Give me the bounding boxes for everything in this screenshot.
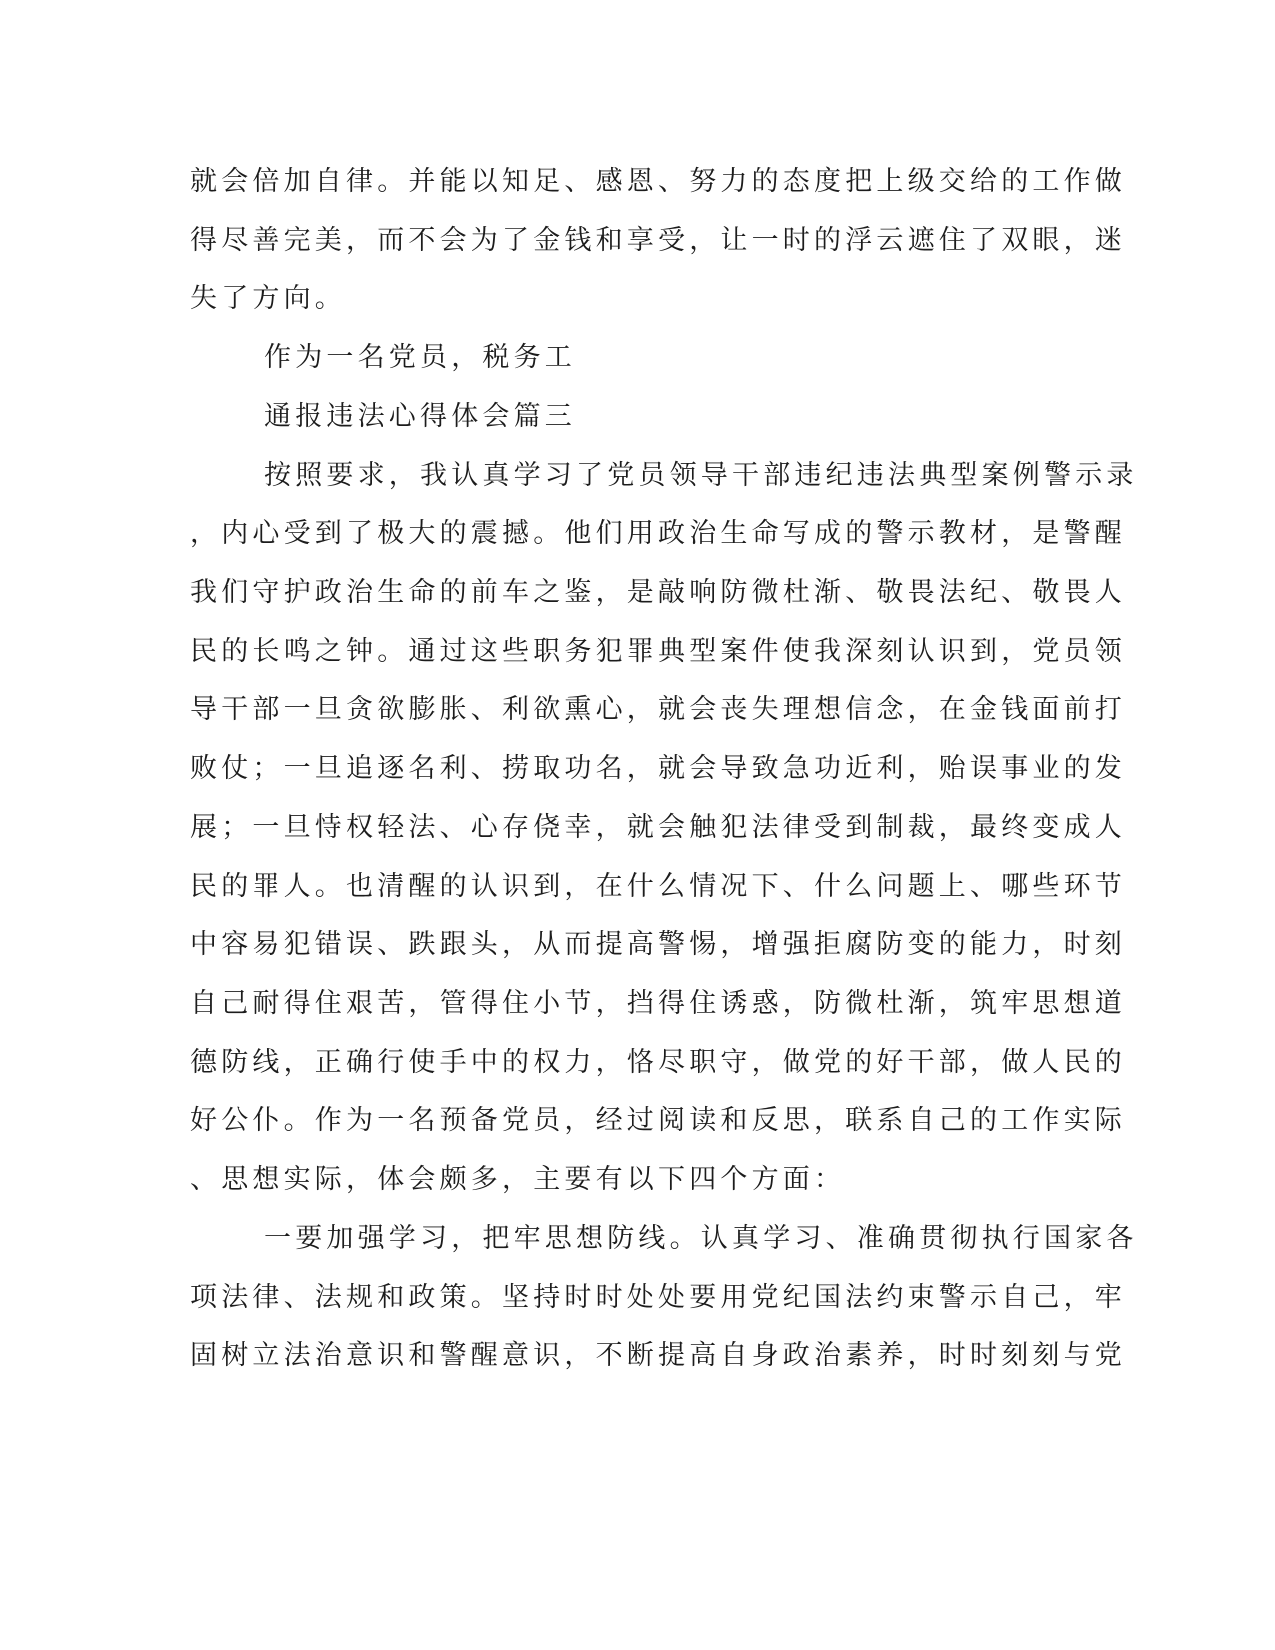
text-line: 一要加强学习，把牢思想防线。认真学习、准确贯彻执行国家各 <box>264 1223 1138 1254</box>
text-line: 德防线，正确行使手中的权力，恪尽职守，做党的好干部，做人民的 <box>190 1047 1126 1078</box>
text-line: 自己耐得住艰苦，管得住小节，挡得住诱惑，防微杜渐，筑牢思想道 <box>190 988 1126 1019</box>
text-line: 好公仆。作为一名预备党员，经过阅读和反思，联系自己的工作实际 <box>190 1105 1126 1136</box>
text-line: 民的罪人。也清醒的认识到，在什么情况下、什么问题上、哪些环节 <box>190 871 1126 902</box>
text-line: 展；一旦恃权轻法、心存侥幸，就会触犯法律受到制裁，最终变成人 <box>190 812 1126 843</box>
text-line: 固树立法治意识和警醒意识，不断提高自身政治素养，时时刻刻与党 <box>190 1340 1126 1371</box>
text-line: 中容易犯错误、跌跟头，从而提高警惕，增强拒腐防变的能力，时刻 <box>190 929 1126 960</box>
text-line: 作为一名党员，税务工 <box>264 342 576 373</box>
text-line: 、思想实际，体会颇多，主要有以下四个方面： <box>190 1164 846 1195</box>
text-line: 按照要求，我认真学习了党员领导干部违纪违法典型案例警示录 <box>264 460 1138 491</box>
text-line: 民的长鸣之钟。通过这些职务犯罪典型案件使我深刻认识到，党员领 <box>190 636 1126 667</box>
text-line: 导干部一旦贪欲膨胀、利欲熏心，就会丧失理想信念，在金钱面前打 <box>190 694 1126 725</box>
text-line: 就会倍加自律。并能以知足、感恩、努力的态度把上级交给的工作做 <box>190 166 1126 197</box>
section-heading: 通报违法心得体会篇三 <box>264 401 576 432</box>
text-line: 失了方向。 <box>190 283 346 314</box>
text-line: 得尽善完美，而不会为了金钱和享受，让一时的浮云遮住了双眼，迷 <box>190 225 1126 256</box>
text-line: 败仗；一旦追逐名利、捞取功名，就会导致急功近利，贻误事业的发 <box>190 753 1126 784</box>
text-line: 我们守护政治生命的前车之鉴，是敲响防微杜渐、敬畏法纪、敬畏人 <box>190 577 1126 608</box>
text-line: 项法律、法规和政策。坚持时时处处要用党纪国法约束警示自己，牢 <box>190 1282 1126 1313</box>
text-line: ，内心受到了极大的震撼。他们用政治生命写成的警示教材，是警醒 <box>190 518 1126 549</box>
